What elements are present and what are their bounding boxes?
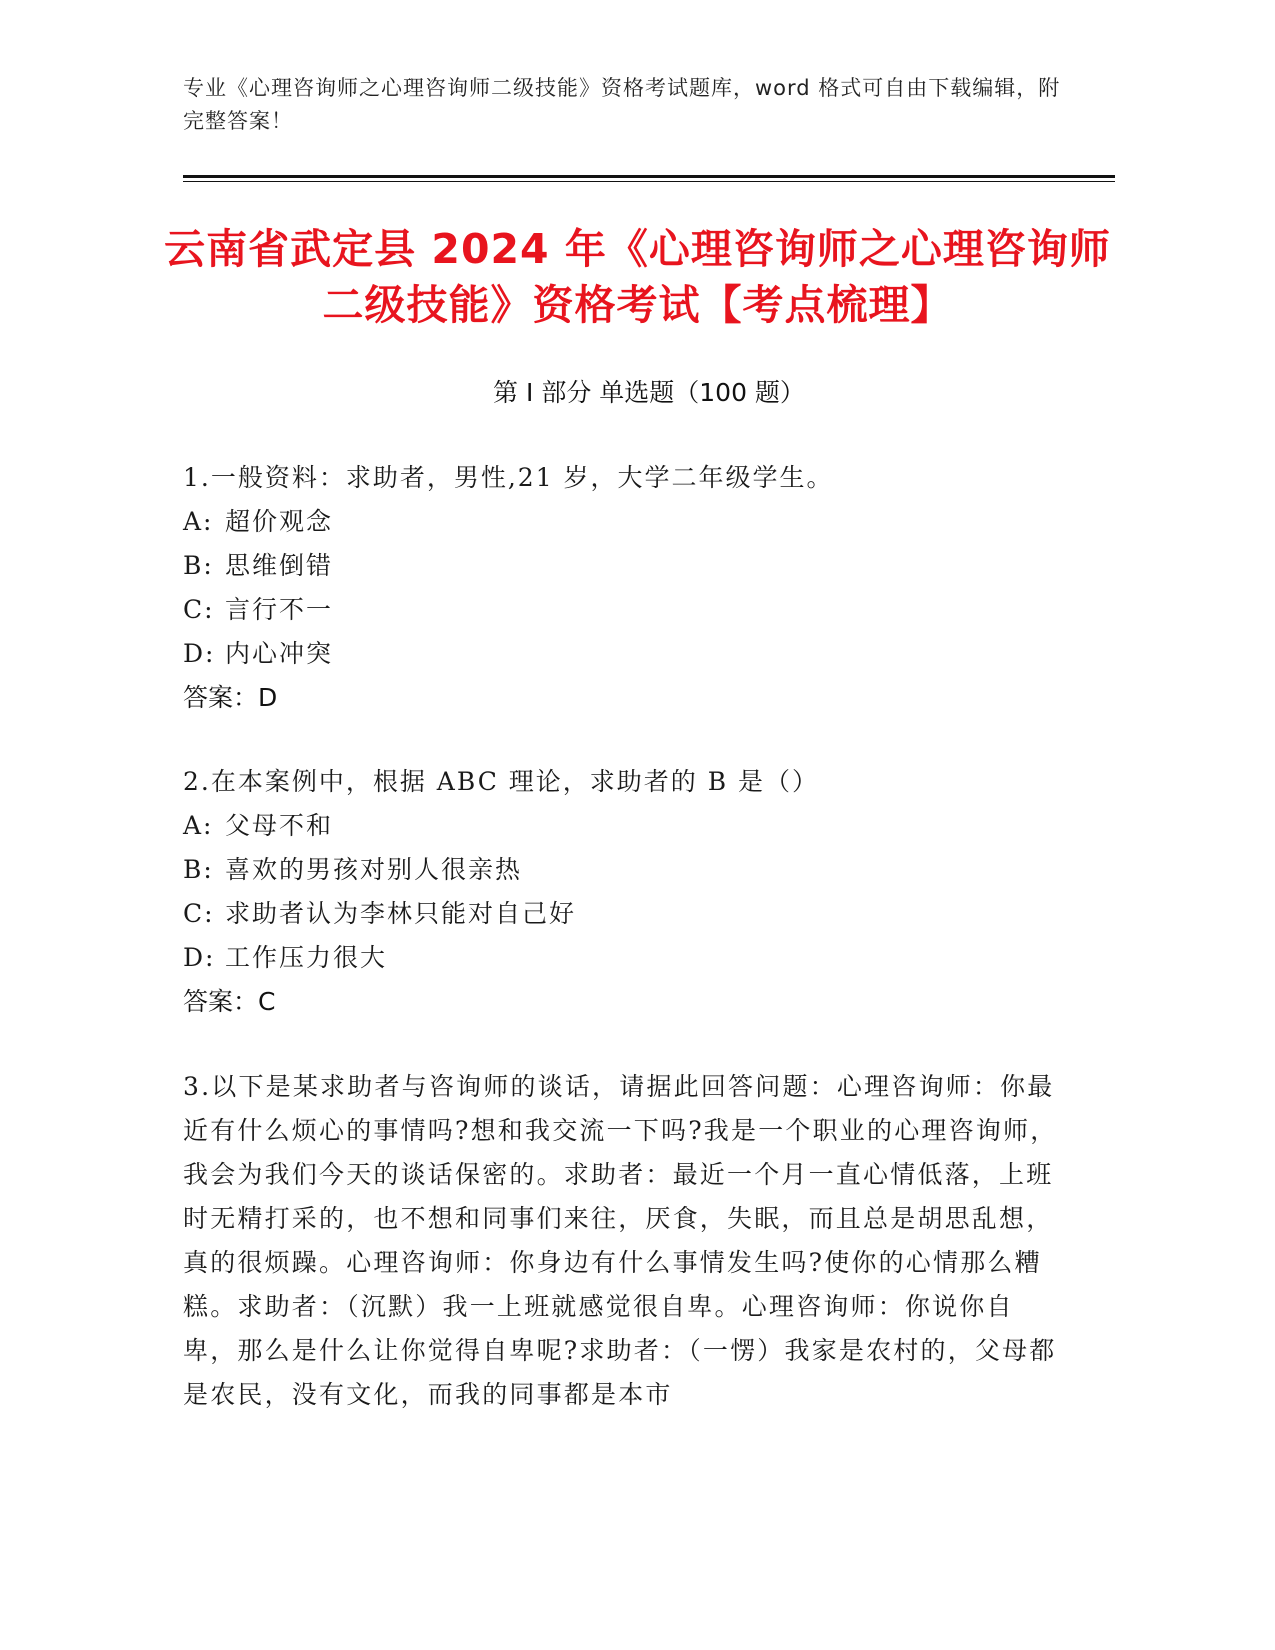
question-1-option-a — [183, 500, 1063, 544]
question-3 — [183, 1065, 1063, 1417]
question-2-answer: 答案：C — [183, 987, 276, 1016]
question-3-text: 3.以下是某求助者与咨询师的谈话，请据此回答问题：心理咨询师：你最近有什么烦心的事情吗?想和我交流一下吗?我是一个职业的心理咨询师，我会为我们今天的谈话保密的。求助者：最近一个月一直心情低落，上班时无精打采的，也不想和同事们来往，厌食，失眠，而且总是胡思乱想，真的很烦躁。心理咨询师：你身边有什么事情发生吗?使你的心情那么糟糕。求助者：（沉默）我一上班就感觉很自卑。心理咨询师：你说你自卑，那么是什么让你觉得自卑呢?求助者：（一愣）我家是农村的，父母都是农民，没有文化，而我的同事都是本市 — [183, 1072, 1058, 1409]
option-text: 内心冲突 — [225, 639, 334, 668]
question-1-text: 1.一般资料：求助者，男性,21 岁，大学二年级学生。 — [183, 463, 834, 492]
option-key: B: — [183, 551, 214, 580]
section-title: 第 I 部分 单选题（100 题） — [493, 378, 805, 407]
question-2-option-b — [183, 848, 1063, 892]
option-key: A: — [183, 811, 214, 840]
header-divider-thin — [183, 181, 1115, 182]
option-text: 言行不一 — [225, 595, 334, 624]
option-key: C: — [183, 899, 215, 928]
option-text: 父母不和 — [225, 811, 334, 840]
question-1-answer: 答案：D — [183, 683, 278, 712]
question-2 — [183, 760, 1063, 1024]
option-text: 思维倒错 — [225, 551, 334, 580]
option-text: 超价观念 — [225, 507, 334, 536]
option-key: B: — [183, 855, 214, 884]
option-text: 喜欢的男孩对别人很亲热 — [225, 855, 523, 884]
header-divider — [183, 175, 1115, 178]
question-1-option-c — [183, 588, 1063, 632]
option-text: 求助者认为李林只能对自己好 — [225, 899, 577, 928]
document-title: 云南省武定县 2024 年《心理咨询师之心理咨询师二级技能》资格考试【考点梳理】 — [164, 225, 1111, 329]
option-key: A: — [183, 507, 214, 536]
header-note: 专业《心理咨询师之心理咨询师二级技能》资格考试题库，word 格式可自由下载编辑，附完整答案！ — [183, 76, 1061, 133]
question-2-option-c — [183, 892, 1063, 936]
question-1-option-d — [183, 632, 1063, 676]
question-2-text: 2.在本案例中，根据 ABC 理论，求助者的 B 是（） — [183, 767, 820, 796]
question-1 — [183, 456, 1063, 720]
option-text: 工作压力很大 — [225, 943, 388, 972]
question-2-option-d — [183, 936, 1063, 980]
option-key: D: — [183, 943, 216, 972]
option-key: D: — [183, 639, 216, 668]
option-key: C: — [183, 595, 215, 624]
question-1-option-b — [183, 544, 1063, 588]
question-2-option-a — [183, 804, 1063, 848]
